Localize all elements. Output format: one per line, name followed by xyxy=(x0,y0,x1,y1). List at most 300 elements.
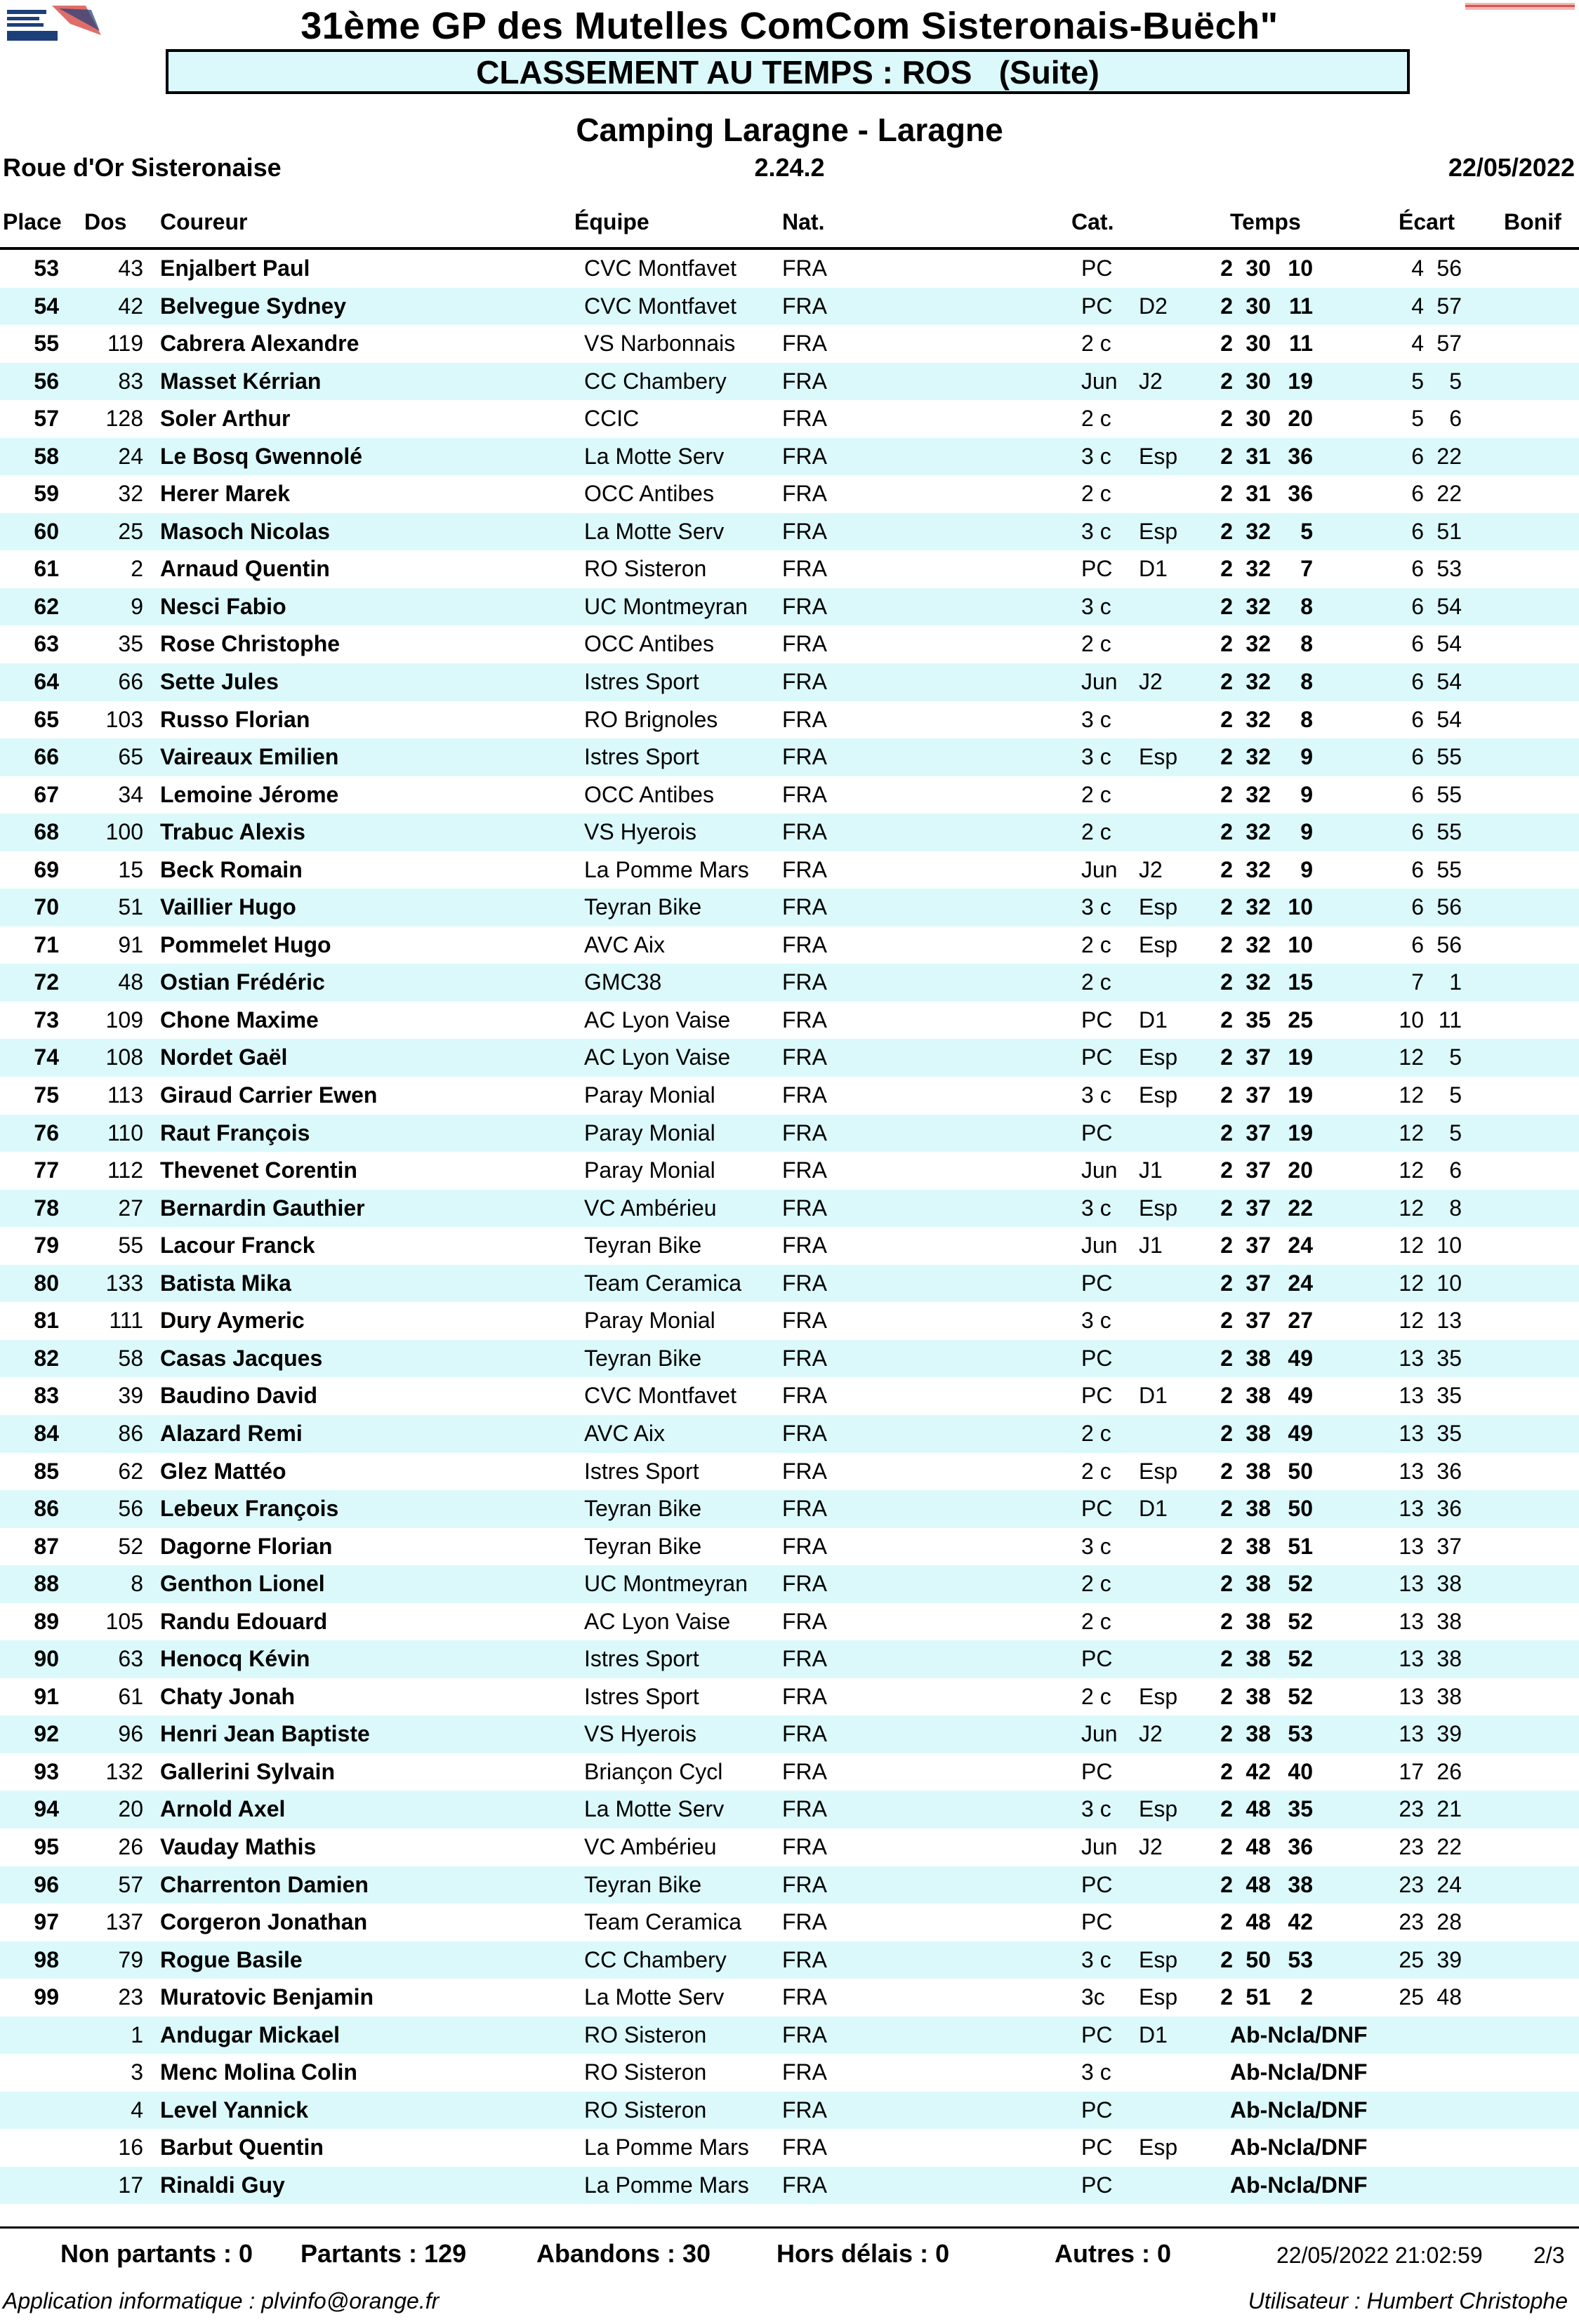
rider-nat: FRA xyxy=(782,1796,827,1822)
row-place: 66 xyxy=(34,744,59,770)
rider-team: Istres Sport xyxy=(584,1683,699,1709)
table-row xyxy=(0,2167,1579,2205)
table-row xyxy=(0,363,1579,401)
row-dos: 58 xyxy=(118,1345,143,1371)
rider-cat: 2 c xyxy=(1081,1683,1111,1709)
page-title: 31ème GP des Mutelles ComCom Sisteronais-Buëch" xyxy=(300,5,1279,47)
row-place: 72 xyxy=(34,969,59,995)
rider-cat: Jun xyxy=(1081,669,1118,695)
gap-seconds: 22 xyxy=(1436,443,1462,469)
time-seconds: 38 xyxy=(1288,1871,1313,1897)
rider-team: AC Lyon Vaise xyxy=(584,1007,731,1032)
gap-seconds: 54 xyxy=(1436,706,1462,732)
time-hours: 2 xyxy=(1220,1345,1233,1371)
rider-subcat: Esp xyxy=(1139,1946,1178,1972)
gap-minutes: 25 xyxy=(1399,1946,1424,1972)
rider-nat: FRA xyxy=(782,744,827,770)
rider-cat: PC xyxy=(1081,1646,1113,1672)
row-place: 54 xyxy=(34,293,59,319)
rider-name: Bernardin Gauthier xyxy=(160,1195,365,1221)
rider-nat: FRA xyxy=(782,631,827,657)
row-place: 57 xyxy=(34,406,59,432)
time-seconds: 36 xyxy=(1288,443,1313,469)
time-hours: 2 xyxy=(1220,1758,1233,1784)
rider-cat: 3 c xyxy=(1081,518,1111,544)
rider-cat: 3 c xyxy=(1081,1082,1111,1108)
table-row xyxy=(0,1265,1579,1303)
time-seconds: 36 xyxy=(1288,1833,1313,1859)
gap-minutes: 4 xyxy=(1411,331,1424,357)
time-minutes: 37 xyxy=(1246,1044,1271,1070)
rider-nat: FRA xyxy=(782,1496,827,1522)
table-row xyxy=(0,814,1579,851)
time-hours: 2 xyxy=(1220,1383,1233,1409)
time-seconds: 52 xyxy=(1288,1646,1313,1672)
gap-seconds: 35 xyxy=(1436,1420,1462,1446)
table-row xyxy=(0,2129,1579,2167)
rider-subcat: D1 xyxy=(1139,556,1168,582)
time-hours: 2 xyxy=(1220,1796,1233,1822)
row-dos: 39 xyxy=(118,1383,143,1409)
rider-team: Istres Sport xyxy=(584,669,699,695)
rider-nat: FRA xyxy=(782,1571,827,1597)
time-minutes: 51 xyxy=(1246,1984,1271,2010)
venue-title: Camping Laragne - Laragne xyxy=(576,112,1003,148)
rider-cat: 3 c xyxy=(1081,1796,1111,1822)
gap-minutes: 13 xyxy=(1399,1683,1424,1709)
rider-subcat: Esp xyxy=(1139,1796,1178,1822)
time-minutes: 30 xyxy=(1246,406,1271,432)
rider-cat: 2 c xyxy=(1081,1458,1111,1484)
rider-team: OCC Antibes xyxy=(584,631,714,657)
row-place: 81 xyxy=(34,1308,59,1334)
time-hours: 2 xyxy=(1220,744,1233,770)
time-minutes: 32 xyxy=(1246,669,1271,695)
row-place: 59 xyxy=(34,481,59,507)
rider-team: Teyran Bike xyxy=(584,1345,702,1371)
rider-name: Charrenton Damien xyxy=(160,1871,369,1897)
time-hours: 2 xyxy=(1220,1871,1233,1897)
row-place: 80 xyxy=(34,1270,59,1296)
time-hours: 2 xyxy=(1220,1458,1233,1484)
time-hours: 2 xyxy=(1220,331,1233,357)
rider-name: Dagorne Florian xyxy=(160,1533,333,1559)
rider-nat: FRA xyxy=(782,931,827,957)
time-minutes: 35 xyxy=(1246,1007,1271,1032)
rider-name: Lebeux François xyxy=(160,1496,339,1522)
row-place: 65 xyxy=(34,706,59,732)
row-dos: 3 xyxy=(131,2059,143,2085)
gap-seconds: 53 xyxy=(1436,556,1462,582)
table-row xyxy=(0,1039,1579,1077)
time-seconds: 53 xyxy=(1288,1721,1313,1747)
rider-cat: Jun xyxy=(1081,368,1118,394)
time-seconds: 15 xyxy=(1288,969,1313,995)
col-ecart: Écart xyxy=(1399,209,1455,234)
row-dos: 132 xyxy=(105,1758,143,1784)
rider-subcat: J2 xyxy=(1139,1833,1163,1859)
gap-minutes: 4 xyxy=(1411,293,1424,319)
rider-nat: FRA xyxy=(782,2172,827,2198)
row-place: 90 xyxy=(34,1646,59,1672)
row-dos: 65 xyxy=(118,744,143,770)
rider-subcat: D1 xyxy=(1139,1007,1168,1032)
page-number: 2/3 xyxy=(1533,2243,1565,2268)
rider-cat: 2 c xyxy=(1081,1571,1111,1597)
rider-cat: 3 c xyxy=(1081,744,1111,770)
time-seconds: 24 xyxy=(1288,1270,1313,1296)
rider-subcat: Esp xyxy=(1139,744,1178,770)
time-minutes: 38 xyxy=(1246,1496,1271,1522)
row-place: 71 xyxy=(34,931,59,957)
rider-cat: PC xyxy=(1081,1871,1113,1897)
rider-subcat: J1 xyxy=(1139,1157,1163,1183)
time-seconds: 50 xyxy=(1288,1496,1313,1522)
gap-seconds: 56 xyxy=(1436,931,1462,957)
time-hours: 2 xyxy=(1220,1420,1233,1446)
rider-team: OCC Antibes xyxy=(584,781,714,807)
row-dos: 66 xyxy=(118,669,143,695)
rider-subcat: J2 xyxy=(1139,856,1163,882)
gap-seconds: 10 xyxy=(1436,1270,1462,1296)
rider-name: Vaireaux Emilien xyxy=(160,744,339,770)
row-place: 74 xyxy=(34,1044,59,1070)
gap-minutes: 4 xyxy=(1411,255,1424,281)
row-place: 77 xyxy=(34,1157,59,1183)
gap-minutes: 13 xyxy=(1399,1533,1424,1559)
time-hours: 2 xyxy=(1220,969,1233,995)
time-minutes: 48 xyxy=(1246,1833,1271,1859)
table-row xyxy=(0,1227,1579,1265)
table-row xyxy=(0,1866,1579,1904)
rider-name: Russo Florian xyxy=(160,706,310,732)
time-minutes: 32 xyxy=(1246,556,1271,582)
time-hours: 2 xyxy=(1220,1308,1233,1334)
time-minutes: 37 xyxy=(1246,1120,1271,1146)
time-minutes: 38 xyxy=(1246,1383,1271,1409)
gap-seconds: 26 xyxy=(1436,1758,1462,1784)
time-minutes: 32 xyxy=(1246,593,1271,619)
rider-cat: 2 c xyxy=(1081,931,1111,957)
row-dos: 25 xyxy=(118,518,143,544)
row-place: 79 xyxy=(34,1233,59,1259)
rider-nat: FRA xyxy=(782,2021,827,2047)
rider-name: Masoch Nicolas xyxy=(160,518,330,544)
rider-nat: FRA xyxy=(782,706,827,732)
table-row xyxy=(0,1828,1579,1866)
time-seconds: 42 xyxy=(1288,1909,1313,1935)
rider-subcat: Esp xyxy=(1139,894,1178,920)
gap-seconds: 38 xyxy=(1436,1608,1462,1634)
rider-name: Gallerini Sylvain xyxy=(160,1758,335,1784)
row-dos: 1 xyxy=(131,2021,143,2047)
time-hours: 2 xyxy=(1220,518,1233,544)
rider-team: OCC Antibes xyxy=(584,481,714,507)
time-minutes: 38 xyxy=(1246,1721,1271,1747)
row-dos: 55 xyxy=(118,1233,143,1259)
gap-seconds: 57 xyxy=(1436,331,1462,357)
row-dos: 27 xyxy=(118,1195,143,1221)
time-seconds: 52 xyxy=(1288,1571,1313,1597)
time-hours: 2 xyxy=(1220,856,1233,882)
gap-minutes: 13 xyxy=(1399,1571,1424,1597)
rider-cat: 3 c xyxy=(1081,1308,1111,1334)
gap-seconds: 5 xyxy=(1449,368,1462,394)
rider-team: RO Sisteron xyxy=(584,2097,707,2123)
gap-minutes: 12 xyxy=(1399,1044,1424,1070)
time-seconds: 11 xyxy=(1289,293,1313,319)
row-dos: 113 xyxy=(107,1082,143,1108)
rider-cat: PC xyxy=(1081,255,1113,281)
rider-name: Soler Arthur xyxy=(160,406,291,432)
time-hours: 2 xyxy=(1220,1646,1233,1672)
rider-nat: FRA xyxy=(782,1007,827,1032)
time-seconds: 50 xyxy=(1288,1458,1313,1484)
row-dos: 51 xyxy=(118,894,143,920)
rider-cat: PC xyxy=(1081,1758,1113,1784)
rider-name: Rogue Basile xyxy=(160,1946,303,1972)
rider-cat: PC xyxy=(1081,1270,1113,1296)
rider-cat: Jun xyxy=(1081,1233,1118,1259)
rider-team: La Pomme Mars xyxy=(584,2134,749,2160)
rider-nat: FRA xyxy=(782,331,827,357)
row-place: 62 xyxy=(34,593,59,619)
time-seconds: 22 xyxy=(1288,1195,1313,1221)
rider-nat: FRA xyxy=(782,2134,827,2160)
time-hours: 2 xyxy=(1220,894,1233,920)
rider-cat: Jun xyxy=(1081,1721,1118,1747)
row-place: 76 xyxy=(34,1120,59,1146)
table-row xyxy=(0,1791,1579,1828)
gap-minutes: 17 xyxy=(1399,1758,1424,1784)
rider-subcat: Esp xyxy=(1139,2134,1178,2160)
rider-cat: 3 c xyxy=(1081,443,1111,469)
time-hours: 2 xyxy=(1220,1984,1233,2010)
row-dos: 15 xyxy=(118,856,143,882)
row-place: 73 xyxy=(34,1007,59,1032)
row-place: 99 xyxy=(34,1984,59,2010)
rider-nat: FRA xyxy=(782,1946,827,1972)
rider-nat: FRA xyxy=(782,1871,827,1897)
time-minutes: 38 xyxy=(1246,1646,1271,1672)
gap-minutes: 6 xyxy=(1411,856,1424,882)
time-hours: 2 xyxy=(1220,1157,1233,1183)
rider-team: La Motte Serv xyxy=(584,443,725,469)
time-seconds: 52 xyxy=(1288,1683,1313,1709)
rider-subcat: Esp xyxy=(1139,931,1178,957)
rider-name: Vaillier Hugo xyxy=(160,894,296,920)
rider-cat: Jun xyxy=(1081,856,1118,882)
rider-nat: FRA xyxy=(782,293,827,319)
gap-seconds: 13 xyxy=(1436,1308,1462,1334)
time-minutes: 38 xyxy=(1246,1683,1271,1709)
rider-nat: FRA xyxy=(782,1909,827,1935)
table-row xyxy=(0,964,1579,1002)
rider-team: Istres Sport xyxy=(584,1646,699,1672)
table-row xyxy=(0,1453,1579,1491)
time-seconds: 35 xyxy=(1288,1796,1313,1822)
time-hours: 2 xyxy=(1220,1120,1233,1146)
gap-seconds: 6 xyxy=(1449,406,1462,432)
row-dos: 9 xyxy=(131,593,143,619)
operator-name: Utilisateur : Humbert Christophe xyxy=(1248,2288,1568,2313)
rider-nat: FRA xyxy=(782,1383,827,1409)
row-place: 86 xyxy=(34,1496,59,1522)
time-seconds: 19 xyxy=(1288,1082,1313,1108)
rider-name: Trabuc Alexis xyxy=(160,819,305,845)
rider-nat: FRA xyxy=(782,1157,827,1183)
rider-nat: FRA xyxy=(782,1533,827,1559)
rider-cat: 3 c xyxy=(1081,1946,1111,1972)
table-row xyxy=(0,1377,1579,1415)
rider-nat: FRA xyxy=(782,255,827,281)
time-minutes: 30 xyxy=(1246,368,1271,394)
rider-cat: 3c xyxy=(1081,1984,1105,2010)
time-seconds: 10 xyxy=(1288,255,1313,281)
row-dos: 43 xyxy=(118,255,143,281)
table-header xyxy=(0,204,1579,250)
rider-subcat: J2 xyxy=(1139,368,1163,394)
rider-team: UC Montmeyran xyxy=(584,593,748,619)
row-place: 61 xyxy=(34,556,59,582)
rider-team: AVC Aix xyxy=(584,931,665,957)
row-place: 67 xyxy=(34,781,59,807)
rider-nat: FRA xyxy=(782,1308,827,1334)
table-row xyxy=(0,1715,1579,1753)
gap-minutes: 6 xyxy=(1411,894,1424,920)
rider-team: La Pomme Mars xyxy=(584,2172,749,2198)
rider-name: Batista Mika xyxy=(160,1270,291,1296)
rider-name: Rinaldi Guy xyxy=(160,2172,285,2198)
time-hours: 2 xyxy=(1220,1233,1233,1259)
table-row xyxy=(0,588,1579,626)
gap-minutes: 6 xyxy=(1411,744,1424,770)
gap-minutes: 6 xyxy=(1411,669,1424,695)
rider-name: Menc Molina Colin xyxy=(160,2059,357,2085)
table-row xyxy=(0,325,1579,363)
rider-name: Casas Jacques xyxy=(160,1345,323,1371)
rider-nat: FRA xyxy=(782,443,827,469)
gap-seconds: 54 xyxy=(1436,593,1462,619)
rider-nat: FRA xyxy=(782,1984,827,2010)
time-minutes: 38 xyxy=(1246,1458,1271,1484)
time-hours: 2 xyxy=(1220,1007,1233,1032)
time-minutes: 30 xyxy=(1246,331,1271,357)
row-place: 98 xyxy=(34,1946,59,1972)
rider-cat: PC xyxy=(1081,2172,1113,2198)
rider-team: RO Sisteron xyxy=(584,2021,707,2047)
gap-minutes: 12 xyxy=(1399,1308,1424,1334)
footer-divider xyxy=(0,2226,1579,2229)
table-row xyxy=(0,1190,1579,1228)
rider-nat: FRA xyxy=(782,1420,827,1446)
rider-name: Beck Romain xyxy=(160,856,303,882)
gap-seconds: 5 xyxy=(1449,1082,1462,1108)
gap-seconds: 22 xyxy=(1436,1833,1462,1859)
table-row xyxy=(0,1152,1579,1190)
print-timestamp: 22/05/2022 21:02:59 xyxy=(1276,2243,1483,2268)
time-seconds: 40 xyxy=(1288,1758,1313,1784)
rider-team: VS Narbonnais xyxy=(584,331,736,357)
gap-seconds: 51 xyxy=(1436,518,1462,544)
gap-minutes: 5 xyxy=(1411,368,1424,394)
time-minutes: 30 xyxy=(1246,293,1271,319)
rider-team: La Motte Serv xyxy=(584,1984,725,2010)
time-hours: 2 xyxy=(1220,1044,1233,1070)
time-hours: 2 xyxy=(1220,669,1233,695)
rider-name: Rose Christophe xyxy=(160,631,341,657)
table-row xyxy=(0,1115,1579,1153)
row-place: 89 xyxy=(34,1608,59,1634)
rider-cat: 2 c xyxy=(1081,781,1111,807)
row-dos: 2 xyxy=(131,556,143,582)
gap-minutes: 12 xyxy=(1399,1082,1424,1108)
time-hours: 2 xyxy=(1220,1608,1233,1634)
rider-name: Glez Mattéo xyxy=(160,1458,286,1484)
gap-seconds: 35 xyxy=(1436,1345,1462,1371)
race-date: 22/05/2022 xyxy=(1448,153,1575,182)
time-hours: 2 xyxy=(1220,1496,1233,1522)
rider-cat: PC xyxy=(1081,1044,1113,1070)
time-hours: 2 xyxy=(1220,481,1233,507)
rider-cat: PC xyxy=(1081,1345,1113,1371)
rider-status: Ab-Ncla/DNF xyxy=(1230,2172,1368,2198)
rider-nat: FRA xyxy=(782,819,827,845)
gap-minutes: 6 xyxy=(1411,518,1424,544)
col-place: Place xyxy=(3,209,62,234)
row-dos: 108 xyxy=(105,1044,143,1070)
row-dos: 56 xyxy=(118,1496,143,1522)
rider-cat: PC xyxy=(1081,2021,1113,2047)
row-dos: 103 xyxy=(105,706,143,732)
rider-nat: FRA xyxy=(782,1044,827,1070)
rider-cat: PC xyxy=(1081,1909,1113,1935)
time-seconds: 20 xyxy=(1288,1157,1313,1183)
table-row xyxy=(0,1002,1579,1040)
table-row xyxy=(0,1904,1579,1941)
rider-subcat: J2 xyxy=(1139,669,1163,695)
time-hours: 2 xyxy=(1220,255,1233,281)
rider-name: Baudino David xyxy=(160,1383,318,1409)
time-minutes: 30 xyxy=(1246,255,1271,281)
time-hours: 2 xyxy=(1220,593,1233,619)
row-dos: 62 xyxy=(118,1458,143,1484)
rider-name: Le Bosq Gwennolé xyxy=(160,443,363,469)
abandons-count: Abandons : 30 xyxy=(536,2239,711,2268)
rider-nat: FRA xyxy=(782,1458,827,1484)
rider-team: Teyran Bike xyxy=(584,1233,702,1259)
rider-team: CCIC xyxy=(584,406,640,432)
rider-name: Raut François xyxy=(160,1120,310,1146)
row-dos: 100 xyxy=(105,819,143,845)
rider-nat: FRA xyxy=(782,368,827,394)
club-name: Roue d'Or Sisteronaise xyxy=(3,153,282,182)
rider-subcat: Esp xyxy=(1139,1195,1178,1221)
row-place: 95 xyxy=(34,1833,59,1859)
rider-team: VC Ambérieu xyxy=(584,1195,717,1221)
rider-name: Chone Maxime xyxy=(160,1007,319,1032)
time-minutes: 37 xyxy=(1246,1308,1271,1334)
rider-nat: FRA xyxy=(782,2097,827,2123)
row-place: 63 xyxy=(34,631,59,657)
gap-minutes: 6 xyxy=(1411,556,1424,582)
row-dos: 52 xyxy=(118,1533,143,1559)
row-place: 78 xyxy=(34,1195,59,1221)
time-seconds: 52 xyxy=(1288,1608,1313,1634)
gap-seconds: 55 xyxy=(1436,856,1462,882)
results-table xyxy=(0,250,1579,2204)
gap-minutes: 6 xyxy=(1411,631,1424,657)
